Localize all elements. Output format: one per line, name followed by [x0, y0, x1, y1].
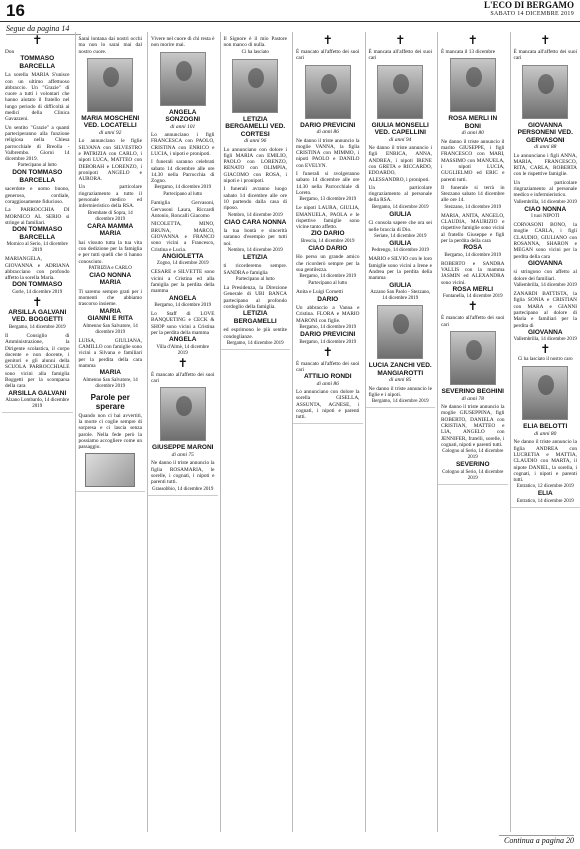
notice-text: Vivere nel cuore di chi resta è non morire mai.: [151, 36, 215, 49]
portrait-photo: [522, 366, 568, 420]
notice-text: Il Signore è il mio Pastore non manco di nulla.: [223, 36, 287, 49]
notice-text: NICOLETTA, MINO, BRUNA, MARCO, GIOVANNA e FRANCO sono vicini a Francesco, Cristina e Lucia.: [151, 221, 215, 253]
notice-caption: Almenno San Salvatore, 14 dicembre 2019: [82, 323, 138, 335]
notice-text: Il Consiglio di Amministrazione, la Dirigente scolastica, il corpo docente e non docente, i genitori e gli alunni della SCUOLA PARROCCHIALE sono vicini alla famiglia Boggetti per la scomparsa della cara: [5, 332, 70, 390]
portrait-photo: [160, 52, 206, 106]
age-label: di anni 80: [534, 430, 557, 437]
age-label: di anni 101: [170, 123, 196, 130]
notice-text: Sarai lontana dai nostri occhi ma non lo sarai mai dal nostro cuore.: [78, 36, 142, 55]
issue-date: SABATO 14 DICEMBRE 2019: [490, 11, 574, 17]
notice-text: hai vissuto tutta la tua vita con dedizione per la famiglia e per tutti quelli che ti hanno conosciuto.: [78, 239, 142, 265]
notice-caption: Stezzano, 14 dicembre 2019: [444, 204, 502, 210]
cross-icon: ✝: [540, 33, 551, 47]
notice-text: MARIA, ANITA, ANGELO, CLAUDIA, MAURIZIO e rispettive famiglie sono vicini al fratello Giuseppe e figli per la perdita della cara: [441, 212, 505, 244]
notice-text: Ne danno il triste annuncio le figlie e i nipoti.: [368, 385, 432, 398]
notice-text: È mancata all'affetto dei suoi cari: [368, 49, 432, 62]
deceased-name: LETIZIA: [242, 253, 268, 261]
obituary-notice: [511, 32, 580, 508]
cross-icon: ✝: [32, 294, 43, 309]
notice-text: Lo annunciano con dolore i figli MARIA con EMILIO, PAOLO con LORENZO, RENATO con OLIMPIA, GIACOMO con ROSA, i nipoti e i pronipoti.: [223, 146, 287, 185]
obituary-column: [75, 32, 146, 832]
notice-caption: Bergamo, 14 dicembre 2019: [154, 303, 212, 309]
notice-caption: Ci ha lasciato il nostro caro: [517, 357, 573, 363]
deceased-name: MARIA MOSCHENI VED. LOCATELLI: [81, 114, 140, 130]
deceased-name: GIOVANNA: [527, 328, 563, 336]
obituary-notice: [148, 32, 218, 496]
illustration-image: [85, 453, 135, 487]
notice-text: ed esprimono le più sentite condoglianze.: [223, 327, 287, 340]
deceased-name: ARSILLA GALVANI VED. BOGGETTI: [8, 308, 67, 324]
deceased-name: DON TOMMASO: [12, 281, 63, 289]
portrait-photo: [87, 58, 133, 112]
notice-text: I funerali saranno celebrati sabato 14 dicembre alle ore 14.30 nella Parrocchia di Zogno.: [151, 159, 215, 185]
obituary-notice: [2, 32, 73, 413]
notice-caption: Bergamo, 13 dicembre 2019: [299, 197, 357, 203]
deceased-name: GIULIA: [389, 210, 412, 218]
notice-text: Ci consola sapere che ora sei nelle braccia di Dio.: [368, 220, 432, 233]
cross-icon: ✝: [395, 33, 406, 47]
obituary-column: [292, 32, 363, 832]
deceased-name: ELIA: [537, 490, 553, 498]
age-label: di anni 75: [171, 451, 194, 458]
deceased-name: ANGELA: [169, 336, 197, 344]
notice-text: sacerdote e uomo buono, generoso, cordiale, coraggiosamente fiducioso.: [5, 186, 70, 206]
deceased-name: ANGIOLETTA: [161, 252, 204, 260]
deceased-name: GIULIA MONSELLI VED. CAPELLINI: [371, 121, 429, 137]
notice-caption: Bergamo, 14 dicembre 2019: [371, 204, 429, 210]
deceased-name: ARSILLA GALVANI: [8, 389, 67, 397]
section-heading: Parole per sperare: [90, 392, 130, 411]
portrait-photo: [377, 305, 423, 359]
deceased-name: GIOVANNA PERSONENI VED. GERVASONI: [517, 121, 573, 144]
obituary-column: [147, 32, 218, 832]
deceased-name: ANGELA SONZOGNI: [165, 108, 201, 124]
notice-caption: Vallembrillа, 14 dicembre 2019: [513, 337, 577, 343]
age-label: di anni 88: [534, 144, 557, 151]
obituary-notice: [293, 32, 363, 424]
notice-text: ZANARDI BATTISTA, la figlia SONIA e CRISTIAN con MARA e GIANNI partecipano al dolore di Maria e familiari per la perdita di: [513, 291, 577, 329]
notice-text: La PARROCCHIA DI MORNICO AL SERIO si stringe ai familiari.: [5, 207, 70, 226]
cross-icon: ✝: [322, 33, 333, 47]
notice-text: Ne danno il triste annuncio la figlia ROSAMARIA, le sorelle, i cognati, i nipoti e parenti tutti.: [151, 460, 215, 486]
notice-caption: Vallembrillа, 14 dicembre 2019: [513, 283, 577, 289]
notice-text: Lo annunciano i figli FRANCESCA con PAOLO, CRISTINA con ENRICO e LUCIA, i nipoti e pronipoti.: [151, 132, 215, 157]
notice-caption: Partecipano al lutto: [163, 192, 203, 198]
page-header: [0, 0, 580, 22]
deceased-name: ANGELA: [169, 294, 197, 302]
notice-text: È mancata il 13 dicembre: [441, 49, 496, 55]
cross-icon: ✝: [322, 344, 333, 359]
portrait-photo: [450, 331, 496, 385]
notice-caption: Bergamo, 14 dicembre 2019: [371, 399, 429, 405]
obituary-column: [2, 32, 73, 832]
notice-caption: Azzano San Paolo - Stezzano, 14 dicembre 2019: [370, 290, 431, 302]
notice-text: si stringono con affetto al dolore dei familiari.: [513, 269, 577, 282]
notice-text: Ho perso un grande amico che ricorderò sempre per la sua gentilezza.: [296, 254, 360, 274]
portrait-photo: [377, 65, 423, 119]
notice-caption: Bergamo, 14 dicembre 2019: [154, 185, 212, 191]
obituary-column: [365, 32, 436, 832]
obituary-notice: [76, 32, 146, 492]
notice-text: Il funerale si terrà in Stezzano sabato 14 dicembre alle ore 14.: [441, 184, 505, 204]
age-label: di anni 86: [316, 129, 339, 136]
notice-caption: Bergamo, 14 dicembre 2019: [299, 339, 357, 345]
notice-caption: Alzano Lombardo, 14 dicembre 2019: [5, 398, 70, 410]
continued-on-label: Continua a pagina 20: [499, 835, 574, 845]
notice-text: Lo annunciano le figlie SILVANA con SILVESTRO e PATRIZIA con CARLO, i nipoti LUCA, MATTEO con DEBORAH e LORENZO, i pronipoti ANGELO e AURORA.: [78, 138, 142, 183]
newspaper-name: L'ECO DI BERGAMO: [483, 0, 574, 10]
notice-text: Don: [5, 49, 15, 55]
deceased-name: ROSA MERLI IN BONI: [448, 115, 498, 130]
deceased-name: GIULIA: [389, 281, 412, 289]
cross-icon: ✝: [467, 33, 478, 47]
cross-icon: ✝: [177, 355, 188, 370]
notice-caption: Entratico, 14 dicembre 2019: [516, 498, 574, 504]
notice-caption: Cologno al Serio, 14 dicembre 2019: [442, 449, 504, 461]
notice-text: Anita e Luigi Cornetti: [296, 289, 343, 296]
notice-caption: Villa d'Almè, 14 dicembre 2019: [156, 344, 210, 356]
notice-text: Lo annunciano con dolore la sorella GISELLA, ASSUNTA, AGNESE, i cognati, i nipoti e parenti tutti.: [296, 389, 360, 421]
notice-caption: Brembate di Sopra, 14 dicembre 2019: [87, 210, 133, 222]
deceased-name: ELIA BELOTTI: [523, 423, 568, 431]
portrait-photo: [160, 387, 206, 441]
notice-text: È mancato all'affetto dei suoi cari: [441, 315, 505, 328]
notice-text: Un sentito "Grazie" a quanti parteciperanno alla funzione religiosa nella Chiesa parrocchiale di Breolla - Valbrembo. Giorni 14 dicembre 2019.: [5, 124, 70, 163]
notice-text: Un abbraccio a Vanna e Cristina. FLORA e MARIO MARONI con figlie.: [296, 305, 360, 324]
notice-text: Le nipoti LAURA, GIULIA, EMANUELA, PAOLA e le rispettive famiglie sono vicine tanto affetto.: [296, 205, 360, 231]
notice-text: Ne danno il triste annuncio la figlia ANDREA con LUCRETIA e MATTIA, CLAUDIO con MARTA, il nipote DANIEL, la sorella, i cognati, i nipoti e parenti tutti.: [513, 439, 577, 484]
notice-text: la tua bontà e sincerità saranno d'esempio per tutti noi.: [223, 228, 287, 247]
notice-text: Ne danno il triste annuncio la moglie VANNA, la figlia CRISTINA con MIMMO, i nipoti PAOLO e DANILO con EVELYN.: [296, 137, 360, 169]
continued-from-label: Segue da pagina 14: [6, 24, 81, 35]
deceased-name: LUCIA ZANCHI VED. MANGIAROTTI: [368, 362, 432, 377]
deceased-name: CIAO CARA NONNA: [224, 218, 287, 226]
notice-caption: Partecipano al lutto: [308, 281, 348, 287]
cross-icon: ✝: [32, 33, 43, 47]
notice-text: CESARE e SILVETTE sono vicini a Cristina ed alla famiglia per la perdita della mamma: [151, 269, 215, 295]
deceased-name: DON TOMMASO BARCELLA: [12, 226, 63, 241]
portrait-photo: [450, 58, 496, 112]
deceased-name: DON TOMMASO BARCELLA: [12, 169, 63, 184]
age-label: di anni 86: [316, 380, 339, 387]
portrait-photo: [522, 65, 568, 119]
notice-caption: Nembro, 14 dicembre 2019: [227, 212, 283, 218]
obituary-notice: [366, 32, 436, 408]
age-label: di anni 78: [461, 395, 484, 402]
deceased-name: ROSA MERLI: [452, 285, 494, 293]
age-label: di anni 80: [461, 130, 484, 137]
notice-text: LUISA, GIULIANA, CAMILLO con famiglie sono vicini a Silvana e familiari per la perdita della cara mamma: [78, 337, 142, 369]
deceased-name: MARIA: [99, 369, 121, 377]
notice-caption: Fontanella, 14 dicembre 2019: [442, 294, 503, 300]
notice-caption: Gorle, 14 dicembre 2019: [12, 289, 63, 295]
notice-text: È mancato all'affetto dei suoi cari: [151, 371, 215, 385]
notice-caption: Brescia, 14 dicembre 2019: [300, 238, 355, 244]
deceased-name: GIULIA: [389, 239, 412, 247]
cross-icon: ✝: [540, 342, 551, 357]
deceased-name: CARA MAMMA MARIA: [87, 222, 134, 238]
obituary-notice: [221, 32, 291, 350]
notice-text: MARIANGELA, GIOVANNA e ADRIANA abbracciano con profondo affetto la sorella Maria.: [5, 256, 70, 282]
notice-caption: Almenno San Salvatore, 14 dicembre 2019: [82, 377, 138, 389]
deceased-name: SEVERINO: [455, 461, 490, 469]
notice-text: È mancato all'affetto dei suoi cari: [296, 49, 360, 62]
notice-text: È mancata all'affetto dei suoi cari: [513, 49, 577, 62]
notice-text: Lo Staff di LOVE BANQUETING e CECK & SHOP sono vicini a Cristina per la perdita della mamma: [151, 311, 215, 336]
obituary-column: [437, 32, 508, 832]
deceased-name: TOMMASO BARCELLA: [19, 55, 56, 70]
notice-text: ti ricorderemo sempre. SANDRA e famiglia: [223, 263, 287, 276]
notice-text: La Presidenza, la Direzione Generale di UBI BANCA partecipano al profondo cordoglio della famiglia.: [223, 285, 287, 310]
notice-text: Ne danno il triste annuncio il marito GIUSEPPE, i figli FRANCESCO con MARI, MASSIMO con MANUELA, i nipoti LUCIA, GUGLIELMO ed ERIC e parenti tutti.: [441, 138, 505, 183]
notice-text: Ti saremo sempre grati per i momenti che abbiamo trascorso insieme.: [78, 288, 142, 308]
notice-caption: Ci ha lasciato: [241, 49, 269, 55]
notice-caption: Zogno, 14 dicembre 2019: [156, 261, 209, 267]
notice-caption: Bergamo, 14 dicembre 2019: [444, 252, 502, 258]
newspaper-masthead: [484, 1, 574, 19]
age-label: di anni 96: [244, 138, 267, 145]
notice-text: CORVASONI BONO, la moglie CARLA, i figli CLAUDIO, GIULIANO con ROSANNA, SHARON e MEGAN sono vicini per la perdita della cara: [513, 222, 577, 260]
deceased-name: GIANNI E RITA: [87, 315, 133, 323]
notice-caption: Pedrengo, 14 dicembre 2019: [371, 248, 429, 254]
obituary-notice: [438, 32, 508, 485]
notice-caption: Mornico al Serio, 14 dicembre 2019: [6, 242, 68, 254]
notice-text: La sorella MARIA S'unisce con un ultimo affettuoso abbraccio. Un "Grazie" di cuore a tutti i volontari che hanno aiutato il fratello nel lungo periodo di difficoltà ai medici della Clinica Gavazzeni.: [5, 72, 70, 123]
notice-text: Famiglia Gervasoni, Gervasoni Laura, Riccardi Antonio, Roncalli Giacomo: [151, 200, 215, 220]
deceased-name: CIAO NONNA MARIA: [89, 271, 132, 287]
deceased-name: SEVERINO BEGHINI: [441, 388, 504, 396]
deceased-name: ATTILIO RONDI: [303, 373, 352, 381]
notice-caption: Nembro, 14 dicembre 2019: [227, 247, 283, 253]
notice-caption: Cologno al Serio, 14 dicembre 2019: [442, 469, 504, 481]
portrait-photo: [305, 65, 351, 119]
notice-text: I funerali avranno luogo sabato 14 dicembre alle ore 10 partendo dalla casa di riposo.: [223, 186, 287, 212]
notice-text: I funerali si svolgeranno sabato 14 dicembre alle ore 14.30 nella Parrocchiale di Loreto.: [296, 171, 360, 196]
deceased-name: GIOVANNA: [527, 259, 563, 267]
page-number: 16: [6, 1, 25, 20]
deceased-name: CIAO DARIO: [308, 244, 348, 252]
obituary-column: [510, 32, 580, 832]
deceased-name: GIUSEPPE MARONI: [152, 444, 214, 452]
notice-caption: Bergamo, 14 dicembre 2019: [299, 274, 357, 280]
notice-text: MARIO e SILVIO con le loro famiglie sono vicini a Irene e Andrea per la perdita della mamma: [368, 256, 433, 282]
notice-caption: Grassobbio, 14 dicembre 2019: [152, 486, 214, 492]
notice-caption: Entratico, 12 dicembre 2019: [516, 484, 574, 490]
notice-text: Lo annunciano i figli ANNA, MARIA, FRANCESCO, RITA, CARLA, ROBERTA con le rispettive famiglie.: [513, 152, 577, 178]
deceased-name: CIAO NONNA: [524, 205, 567, 213]
notice-caption: I tuoi NIPOTI: [531, 214, 560, 220]
notice-caption: Bergamo, 14 dicembre 2019: [226, 340, 284, 346]
cross-icon: ✝: [467, 299, 478, 314]
notice-caption: Partecipano al lutto: [235, 277, 275, 283]
notice-text: Quando non ci hai avvertiti, la morte ci coglie sempre di sorpresa e ci lascia senza parole. Nella fede però la possiamo accogliere come un passaggio.: [78, 412, 142, 451]
notice-caption: Vallembrillа, 14 dicembre 2019: [513, 199, 577, 205]
deceased-name: MARIA: [99, 307, 121, 315]
notice-text: Un particolare ringraziamento al personale della RSA.: [368, 184, 432, 204]
deceased-name: DARIO: [317, 295, 339, 303]
deceased-name: LETIZIA BERGAMELLI: [233, 310, 277, 325]
notice-caption: Partecipano al lutto: [17, 163, 57, 169]
age-label: di anni 92: [99, 129, 122, 136]
deceased-name: DARIO PREVICINI: [300, 121, 356, 129]
portrait-photo: [232, 59, 278, 113]
notice-caption: PATRIZIA e CARLO: [88, 265, 132, 271]
deceased-name: LETIZIA BERGAMELLI VED. CORTESI: [225, 115, 286, 138]
notice-text: Un particolare ringraziamento a tutto il personale medico ed infermieristico della RSA.: [78, 184, 142, 210]
age-label: di anni 94: [389, 136, 412, 143]
notice-text: Un particolare ringraziamento al personale medico e infermieristico.: [513, 179, 577, 199]
notice-text: ROBERTO e SANDRA VALLIS con la mamma JASMIN ed ALEXANDRA sono vicini.: [441, 260, 505, 286]
notice-text: Ne danno il triste annuncio la moglie GIUSEPPINA, figli ROBERTO, DANIELA con CRISTIAN, MATTEO e LIA, ANGELO con JENNIFER, fratelli, sorelle, i cognati, nipoti e parenti tutti.: [441, 404, 505, 448]
deceased-name: ZIO DARIO: [310, 230, 345, 238]
deceased-name: ROSA: [463, 244, 483, 252]
notice-text: Ne danno il triste annuncio i figli ENRICA, ANNA, ANDREA, i nipoti IRENE con GRETA e RICCARDO, EDOARDO, ALESSANDRO, i pronipoti.: [368, 145, 432, 183]
notice-caption: Bergamo, 14 dicembre 2019: [299, 325, 357, 331]
deceased-name: DARIO PREVICINI: [300, 331, 356, 339]
notice-caption: Seriate, 14 dicembre 2019: [374, 233, 427, 239]
obituary-column: [220, 32, 291, 832]
age-label: di anni 85: [389, 377, 412, 384]
notice-text: È mancato all'affetto dei suoi cari: [296, 360, 360, 373]
notice-caption: Bergamo, 14 dicembre 2019: [8, 324, 66, 330]
